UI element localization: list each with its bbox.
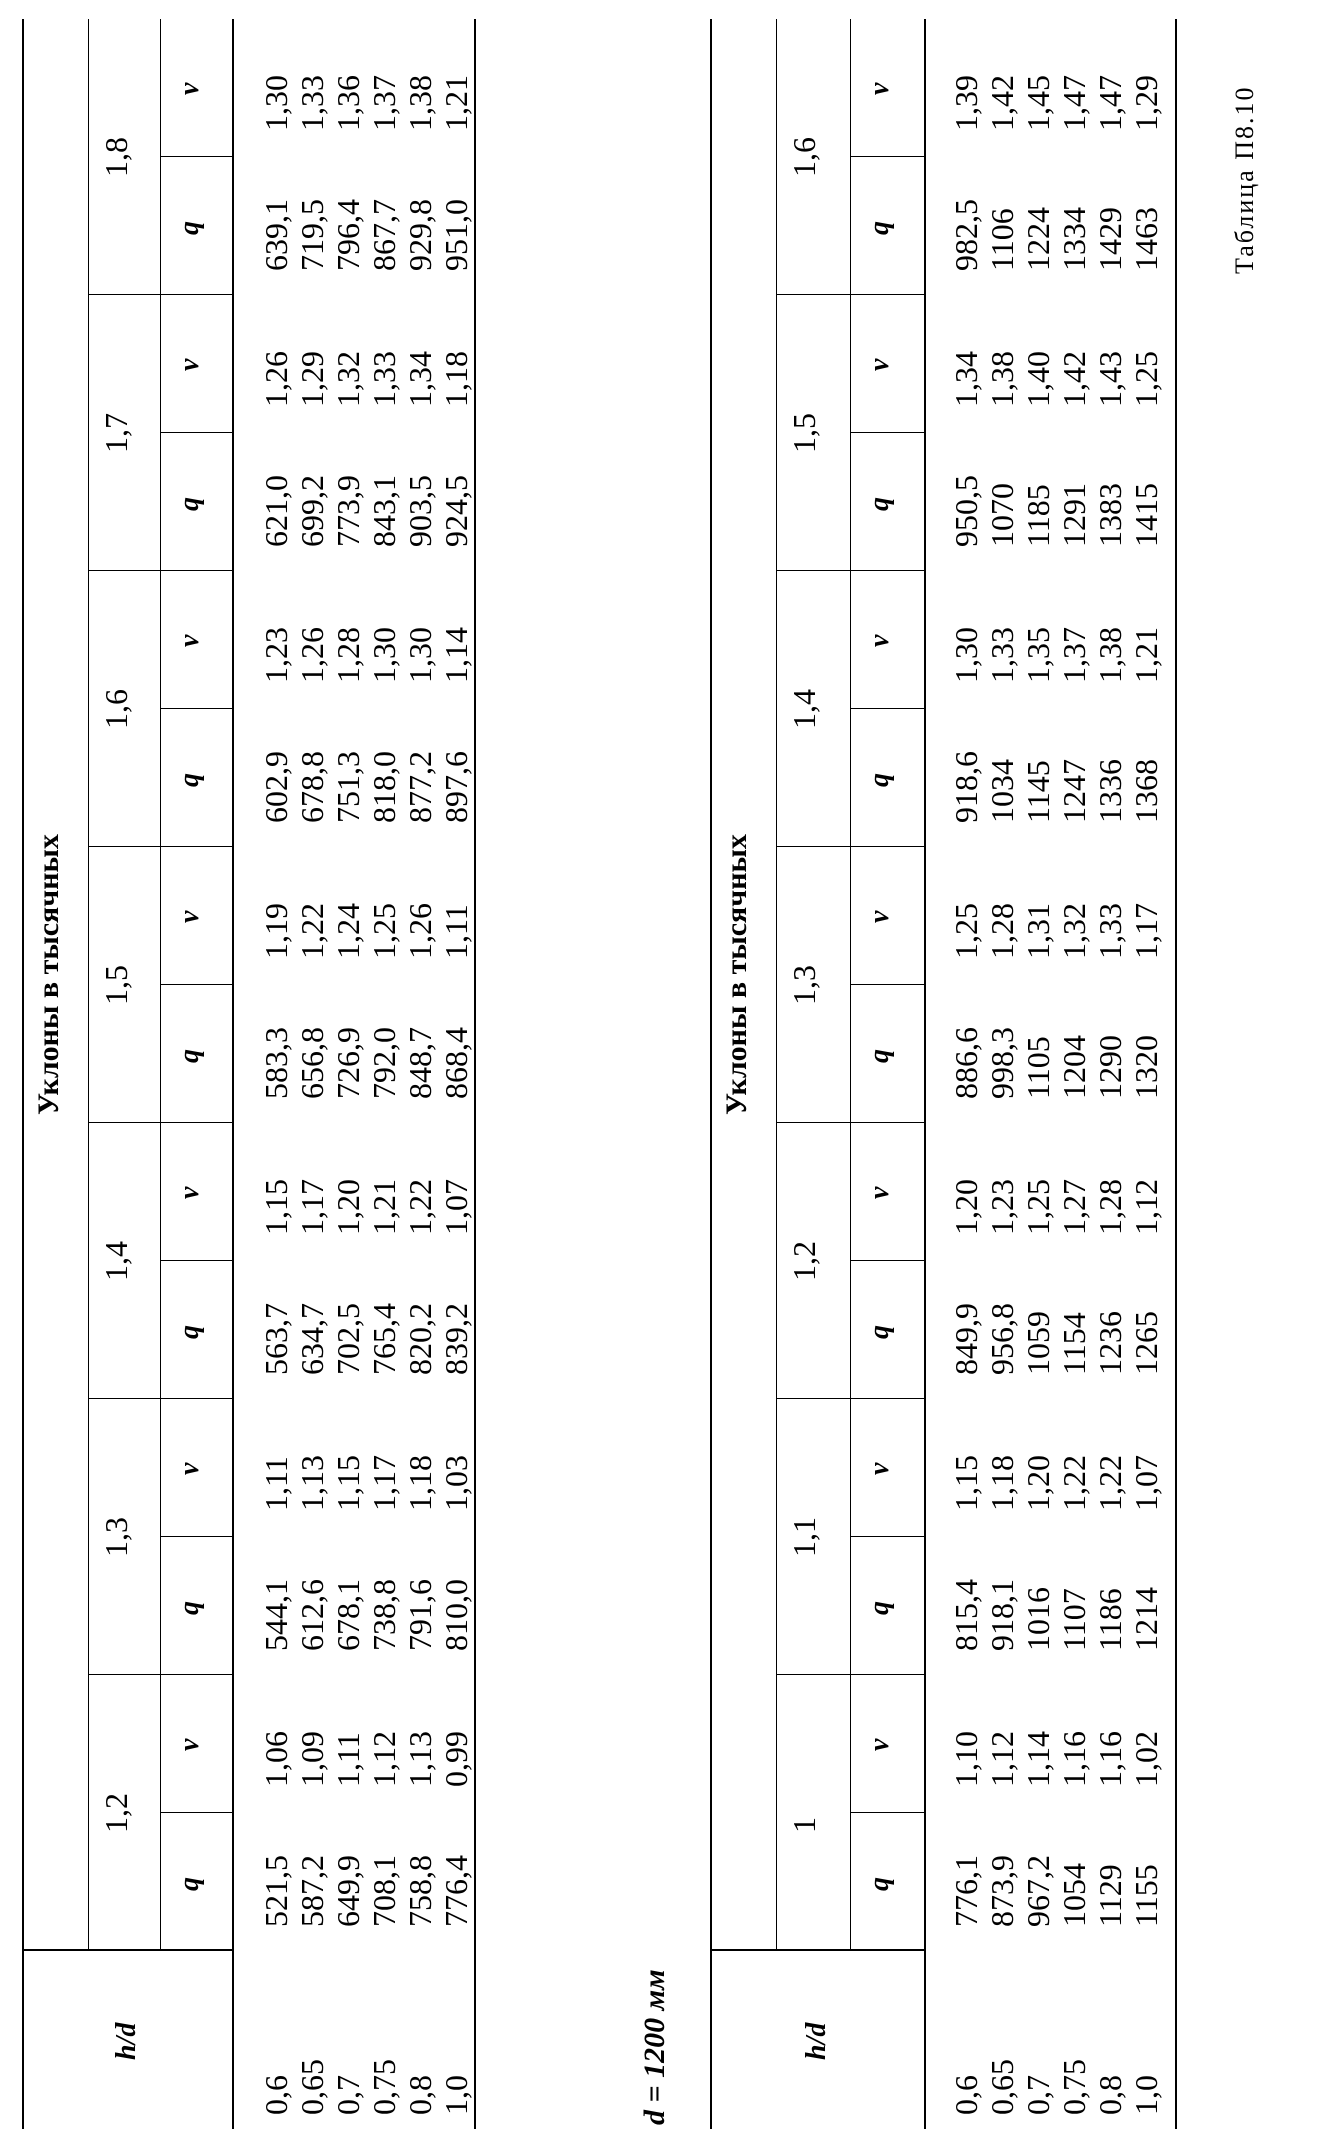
v-cell: 1,19 xyxy=(258,903,294,959)
v-values xyxy=(948,1179,1164,1235)
v-values xyxy=(948,903,1164,959)
v-cell: 1,37 xyxy=(366,75,402,131)
v-values xyxy=(258,627,474,683)
q-cell: 903,5 xyxy=(402,475,438,547)
v-values xyxy=(258,351,474,407)
q-values xyxy=(258,1027,474,1099)
q-cell: 1265 xyxy=(1128,1311,1164,1375)
q-cell: 765,4 xyxy=(366,1303,402,1375)
q-v-separator xyxy=(160,1260,232,1261)
q-values xyxy=(948,1579,1164,1651)
v-values xyxy=(948,351,1164,407)
q-cell: 792,0 xyxy=(366,1027,402,1099)
q-v-separator xyxy=(850,984,924,985)
q-cell: 967,2 xyxy=(1020,1855,1056,1927)
v-cell: 1,11 xyxy=(330,1732,366,1787)
q-cell: 1054 xyxy=(1056,1863,1092,1927)
v-cell: 1,14 xyxy=(438,627,474,683)
v-cell: 1,28 xyxy=(330,627,366,683)
header-bottom-rule xyxy=(924,19,926,2129)
v-cell: 1,25 xyxy=(1020,1179,1056,1235)
header-bottom-rule xyxy=(232,19,234,2129)
row-header-h-d: h/d xyxy=(801,2022,832,2060)
q-cell: 950,5 xyxy=(948,475,984,547)
slope-row-rule xyxy=(850,19,851,1951)
q-cell: 773,9 xyxy=(330,475,366,547)
q-values xyxy=(948,1027,1164,1099)
slope-group-separator xyxy=(776,570,924,571)
q-cell: 621,0 xyxy=(258,475,294,547)
v-cell: 1,17 xyxy=(1128,903,1164,959)
q-cell: 849,9 xyxy=(948,1303,984,1375)
slope-header: 1,7 xyxy=(98,413,134,453)
q-cell: 639,1 xyxy=(258,199,294,271)
q-column-header: q xyxy=(174,1049,205,1063)
q-cell: 1214 xyxy=(1128,1587,1164,1651)
q-values xyxy=(258,1855,474,1927)
q-cell: 868,4 xyxy=(438,1027,474,1099)
q-cell: 1059 xyxy=(1020,1311,1056,1375)
h-d-cell: 0,65 xyxy=(984,2059,1020,2115)
slope-group-separator xyxy=(776,1398,924,1399)
slope-header: 1,3 xyxy=(98,1517,134,1557)
v-cell: 1,38 xyxy=(984,351,1020,407)
v-cell: 1,26 xyxy=(402,903,438,959)
v-cell: 1,18 xyxy=(984,1455,1020,1511)
q-cell: 602,9 xyxy=(258,751,294,823)
table-caption: Таблица П8.10 xyxy=(1230,85,1259,274)
q-v-separator xyxy=(160,1812,232,1813)
v-cell: 1,30 xyxy=(366,627,402,683)
slope-group-separator xyxy=(88,570,232,571)
table-bottom-border xyxy=(474,19,476,2129)
v-cell: 1,29 xyxy=(294,351,330,407)
v-cell: 1,21 xyxy=(366,1179,402,1235)
q-cell: 776,4 xyxy=(438,1855,474,1927)
q-v-separator xyxy=(850,1536,924,1537)
q-v-separator xyxy=(160,708,232,709)
q-cell: 776,1 xyxy=(948,1855,984,1927)
q-cell: 1383 xyxy=(1092,483,1128,547)
q-cell: 918,6 xyxy=(948,751,984,823)
v-cell: 1,15 xyxy=(258,1179,294,1235)
q-cell: 998,3 xyxy=(984,1027,1020,1099)
q-cell: 583,3 xyxy=(258,1027,294,1099)
q-cell: 848,7 xyxy=(402,1027,438,1099)
table-bottom-border xyxy=(1175,19,1177,2129)
v-column-header: v xyxy=(174,358,205,371)
q-cell: 1320 xyxy=(1128,1035,1164,1099)
q-values xyxy=(258,1303,474,1375)
q-column-header: q xyxy=(864,1601,895,1615)
slope-header: 1,3 xyxy=(786,965,822,1005)
v-cell: 1,11 xyxy=(438,904,474,959)
q-cell: 929,8 xyxy=(402,199,438,271)
v-cell: 1,20 xyxy=(948,1179,984,1235)
v-cell: 1,47 xyxy=(1056,75,1092,131)
v-cell: 1,18 xyxy=(402,1455,438,1511)
v-cell: 1,09 xyxy=(294,1731,330,1787)
group-title-rule xyxy=(776,19,777,1951)
q-v-separator xyxy=(850,1260,924,1261)
v-column-header: v xyxy=(864,910,895,923)
q-cell: 678,8 xyxy=(294,751,330,823)
q-values xyxy=(258,475,474,547)
v-values xyxy=(258,1731,474,1787)
q-column-header: q xyxy=(864,773,895,787)
row-header-separator xyxy=(710,1949,924,1951)
q-cell: 1415 xyxy=(1128,483,1164,547)
v-column-header: v xyxy=(174,634,205,647)
q-cell: 1429 xyxy=(1092,207,1128,271)
v-values xyxy=(948,627,1164,683)
q-cell: 1247 xyxy=(1056,759,1092,823)
v-cell: 1,22 xyxy=(1056,1455,1092,1511)
q-cell: 1291 xyxy=(1056,483,1092,547)
v-cell: 1,18 xyxy=(438,351,474,407)
v-cell: 1,06 xyxy=(258,1731,294,1787)
v-cell: 1,16 xyxy=(1092,1731,1128,1787)
v-cell: 1,25 xyxy=(366,903,402,959)
slope-header: 1,2 xyxy=(98,1793,134,1833)
h-d-cell: 0,7 xyxy=(330,2075,366,2115)
v-cell: 1,34 xyxy=(948,351,984,407)
q-cell: 678,1 xyxy=(330,1579,366,1651)
table-top-border xyxy=(22,19,24,2129)
q-cell: 886,6 xyxy=(948,1027,984,1099)
v-cell: 0,99 xyxy=(438,1731,474,1787)
v-column-header: v xyxy=(864,1738,895,1751)
q-column-header: q xyxy=(174,773,205,787)
q-cell: 877,2 xyxy=(402,751,438,823)
q-cell: 1336 xyxy=(1092,759,1128,823)
v-values xyxy=(258,75,474,131)
slope-header: 1,5 xyxy=(98,965,134,1005)
h-d-cell: 0,8 xyxy=(1092,2075,1128,2115)
q-cell: 1368 xyxy=(1128,759,1164,823)
q-cell: 521,5 xyxy=(258,1855,294,1927)
q-values xyxy=(948,475,1164,547)
q-cell: 708,1 xyxy=(366,1855,402,1927)
v-column-header: v xyxy=(174,82,205,95)
q-cell: 815,4 xyxy=(948,1579,984,1651)
v-values xyxy=(948,75,1164,131)
q-v-separator xyxy=(160,156,232,157)
v-column-header: v xyxy=(864,1462,895,1475)
q-cell: 1334 xyxy=(1056,207,1092,271)
v-cell: 1,16 xyxy=(1056,1731,1092,1787)
v-cell: 1,23 xyxy=(984,1179,1020,1235)
q-column-header: q xyxy=(864,497,895,511)
q-cell: 843,1 xyxy=(366,475,402,547)
v-cell: 1,31 xyxy=(1020,903,1056,959)
q-cell: 897,6 xyxy=(438,751,474,823)
v-values xyxy=(258,1179,474,1235)
q-cell: 1105 xyxy=(1020,1036,1056,1099)
q-cell: 1290 xyxy=(1092,1035,1128,1099)
q-v-separator xyxy=(850,156,924,157)
v-column-header: v xyxy=(174,1462,205,1475)
h-d-cell: 0,65 xyxy=(294,2059,330,2115)
slope-group-separator xyxy=(88,1122,232,1123)
v-cell: 1,15 xyxy=(330,1455,366,1511)
v-cell: 1,33 xyxy=(984,627,1020,683)
q-values xyxy=(258,1579,474,1651)
v-cell: 1,43 xyxy=(1092,351,1128,407)
slope-header: 1,6 xyxy=(98,689,134,729)
v-cell: 1,14 xyxy=(1020,1731,1056,1787)
q-column-header: q xyxy=(174,1601,205,1615)
v-cell: 1,21 xyxy=(438,75,474,131)
v-cell: 1,38 xyxy=(1092,627,1128,683)
slope-header: 1,4 xyxy=(98,1241,134,1281)
q-cell: 1070 xyxy=(984,483,1020,547)
q-column-header: q xyxy=(864,1049,895,1063)
v-cell: 1,28 xyxy=(984,903,1020,959)
v-cell: 1,25 xyxy=(948,903,984,959)
v-cell: 1,35 xyxy=(1020,627,1056,683)
v-cell: 1,47 xyxy=(1092,75,1128,131)
q-cell: 956,8 xyxy=(984,1303,1020,1375)
q-values xyxy=(948,199,1164,271)
v-cell: 1,12 xyxy=(1128,1179,1164,1235)
h-d-cell: 0,8 xyxy=(402,2075,438,2115)
q-cell: 699,2 xyxy=(294,475,330,547)
q-cell: 612,6 xyxy=(294,1579,330,1651)
q-cell: 702,5 xyxy=(330,1303,366,1375)
v-cell: 1,11 xyxy=(258,1456,294,1511)
q-cell: 1186 xyxy=(1092,1588,1128,1651)
q-cell: 634,7 xyxy=(294,1303,330,1375)
q-cell: 719,5 xyxy=(294,199,330,271)
slope-group-separator xyxy=(88,1398,232,1399)
q-cell: 918,1 xyxy=(984,1579,1020,1651)
group-title: Уклоны в тысячных xyxy=(720,834,753,1115)
diameter-label: d = 1200 мм xyxy=(638,1969,671,2125)
q-cell: 867,7 xyxy=(366,199,402,271)
v-cell: 1,37 xyxy=(1056,627,1092,683)
v-cell: 1,32 xyxy=(330,351,366,407)
q-column-header: q xyxy=(864,1877,895,1891)
v-cell: 1,15 xyxy=(948,1455,984,1511)
q-cell: 758,8 xyxy=(402,1855,438,1927)
v-cell: 1,32 xyxy=(1056,903,1092,959)
v-cell: 1,45 xyxy=(1020,75,1056,131)
q-column-header: q xyxy=(174,1325,205,1339)
v-cell: 1,17 xyxy=(366,1455,402,1511)
q-cell: 820,2 xyxy=(402,1303,438,1375)
v-cell: 1,33 xyxy=(294,75,330,131)
slope-group-separator xyxy=(776,1674,924,1675)
v-cell: 1,30 xyxy=(402,627,438,683)
q-cell: 951,0 xyxy=(438,199,474,271)
slope-header: 1 xyxy=(786,1817,822,1833)
v-cell: 1,25 xyxy=(1128,351,1164,407)
h-d-values xyxy=(258,2059,474,2115)
q-cell: 791,6 xyxy=(402,1579,438,1651)
q-values xyxy=(258,751,474,823)
q-cell: 810,0 xyxy=(438,1579,474,1651)
q-column-header: q xyxy=(864,1325,895,1339)
q-cell: 1463 xyxy=(1128,207,1164,271)
v-column-header: v xyxy=(174,910,205,923)
v-cell: 1,30 xyxy=(258,75,294,131)
v-cell: 1,34 xyxy=(402,351,438,407)
slope-group-separator xyxy=(88,846,232,847)
v-cell: 1,23 xyxy=(258,627,294,683)
q-v-separator xyxy=(160,1536,232,1537)
q-values xyxy=(258,199,474,271)
q-v-separator xyxy=(160,984,232,985)
q-cell: 544,1 xyxy=(258,1579,294,1651)
v-cell: 1,13 xyxy=(402,1731,438,1787)
q-cell: 924,5 xyxy=(438,475,474,547)
v-cell: 1,39 xyxy=(948,75,984,131)
q-cell: 1185 xyxy=(1020,484,1056,547)
q-column-header: q xyxy=(174,221,205,235)
v-cell: 1,02 xyxy=(1128,1731,1164,1787)
v-cell: 1,12 xyxy=(984,1731,1020,1787)
v-cell: 1,42 xyxy=(984,75,1020,131)
q-cell: 982,5 xyxy=(948,199,984,271)
q-cell: 839,2 xyxy=(438,1303,474,1375)
v-values xyxy=(258,1455,474,1511)
v-cell: 1,27 xyxy=(1056,1179,1092,1235)
q-column-header: q xyxy=(864,221,895,235)
q-cell: 1236 xyxy=(1092,1311,1128,1375)
slope-group-separator xyxy=(776,294,924,295)
v-cell: 1,38 xyxy=(402,75,438,131)
slope-header: 1,4 xyxy=(786,689,822,729)
slope-row-rule xyxy=(160,19,161,1951)
v-cell: 1,22 xyxy=(294,903,330,959)
v-cell: 1,21 xyxy=(1128,627,1164,683)
h-d-values xyxy=(948,2059,1164,2115)
v-values xyxy=(948,1455,1164,1511)
q-cell: 738,8 xyxy=(366,1579,402,1651)
row-header-h-d: h/d xyxy=(111,2022,142,2060)
v-cell: 1,29 xyxy=(1128,75,1164,131)
v-values xyxy=(258,903,474,959)
v-column-header: v xyxy=(174,1738,205,1751)
v-cell: 1,40 xyxy=(1020,351,1056,407)
slope-header: 1,6 xyxy=(786,137,822,177)
q-v-separator xyxy=(850,432,924,433)
h-d-cell: 0,6 xyxy=(948,2075,984,2115)
v-values xyxy=(948,1731,1164,1787)
slope-group-separator xyxy=(88,1674,232,1675)
v-column-header: v xyxy=(864,1186,895,1199)
q-cell: 649,9 xyxy=(330,1855,366,1927)
q-cell: 1155 xyxy=(1128,1864,1164,1927)
slope-header: 1,2 xyxy=(786,1241,822,1281)
q-cell: 587,2 xyxy=(294,1855,330,1927)
v-cell: 1,10 xyxy=(948,1731,984,1787)
h-d-cell: 0,6 xyxy=(258,2075,294,2115)
q-cell: 796,4 xyxy=(330,199,366,271)
q-cell: 1016 xyxy=(1020,1587,1056,1651)
q-cell: 1224 xyxy=(1020,207,1056,271)
q-column-header: q xyxy=(174,497,205,511)
q-values xyxy=(948,1303,1164,1375)
v-column-header: v xyxy=(864,358,895,371)
v-cell: 1,24 xyxy=(330,903,366,959)
v-column-header: v xyxy=(864,82,895,95)
table-top-border xyxy=(710,19,712,2129)
v-cell: 1,33 xyxy=(366,351,402,407)
v-cell: 1,22 xyxy=(402,1179,438,1235)
v-cell: 1,36 xyxy=(330,75,366,131)
v-cell: 1,20 xyxy=(330,1179,366,1235)
group-title: Уклоны в тысячных xyxy=(32,834,65,1115)
q-values xyxy=(948,751,1164,823)
slope-header: 1,1 xyxy=(786,1517,822,1557)
q-cell: 751,3 xyxy=(330,751,366,823)
v-cell: 1,26 xyxy=(258,351,294,407)
v-cell: 1,30 xyxy=(948,627,984,683)
q-v-separator xyxy=(160,432,232,433)
v-cell: 1,17 xyxy=(294,1179,330,1235)
h-d-cell: 0,7 xyxy=(1020,2075,1056,2115)
row-header-separator xyxy=(22,1949,232,1951)
q-cell: 563,7 xyxy=(258,1303,294,1375)
slope-group-separator xyxy=(776,846,924,847)
v-cell: 1,22 xyxy=(1092,1455,1128,1511)
h-d-cell: 1,0 xyxy=(438,2075,474,2115)
q-cell: 818,0 xyxy=(366,751,402,823)
v-cell: 1,42 xyxy=(1056,351,1092,407)
v-cell: 1,28 xyxy=(1092,1179,1128,1235)
group-title-rule xyxy=(88,19,89,1951)
q-cell: 1034 xyxy=(984,759,1020,823)
q-cell: 1204 xyxy=(1056,1035,1092,1099)
q-cell: 873,9 xyxy=(984,1855,1020,1927)
h-d-cell: 1,0 xyxy=(1128,2075,1164,2115)
h-d-cell: 0,75 xyxy=(1056,2059,1092,2115)
v-cell: 1,07 xyxy=(1128,1455,1164,1511)
q-column-header: q xyxy=(174,1877,205,1891)
q-cell: 1145 xyxy=(1020,760,1056,823)
slope-header: 1,8 xyxy=(98,137,134,177)
v-cell: 1,03 xyxy=(438,1455,474,1511)
v-cell: 1,20 xyxy=(1020,1455,1056,1511)
slope-header: 1,5 xyxy=(786,413,822,453)
v-cell: 1,07 xyxy=(438,1179,474,1235)
v-cell: 1,13 xyxy=(294,1455,330,1511)
q-cell: 1106 xyxy=(984,208,1020,271)
q-values xyxy=(948,1855,1164,1927)
q-cell: 1154 xyxy=(1056,1312,1092,1375)
q-v-separator xyxy=(850,1812,924,1813)
h-d-cell: 0,75 xyxy=(366,2059,402,2115)
slope-group-separator xyxy=(88,294,232,295)
v-column-header: v xyxy=(864,634,895,647)
q-cell: 1107 xyxy=(1056,1588,1092,1651)
q-cell: 1129 xyxy=(1092,1864,1128,1927)
slope-group-separator xyxy=(776,1122,924,1123)
v-cell: 1,33 xyxy=(1092,903,1128,959)
v-column-header: v xyxy=(174,1186,205,1199)
q-cell: 726,9 xyxy=(330,1027,366,1099)
v-cell: 1,26 xyxy=(294,627,330,683)
q-v-separator xyxy=(850,708,924,709)
q-cell: 656,8 xyxy=(294,1027,330,1099)
v-cell: 1,12 xyxy=(366,1731,402,1787)
